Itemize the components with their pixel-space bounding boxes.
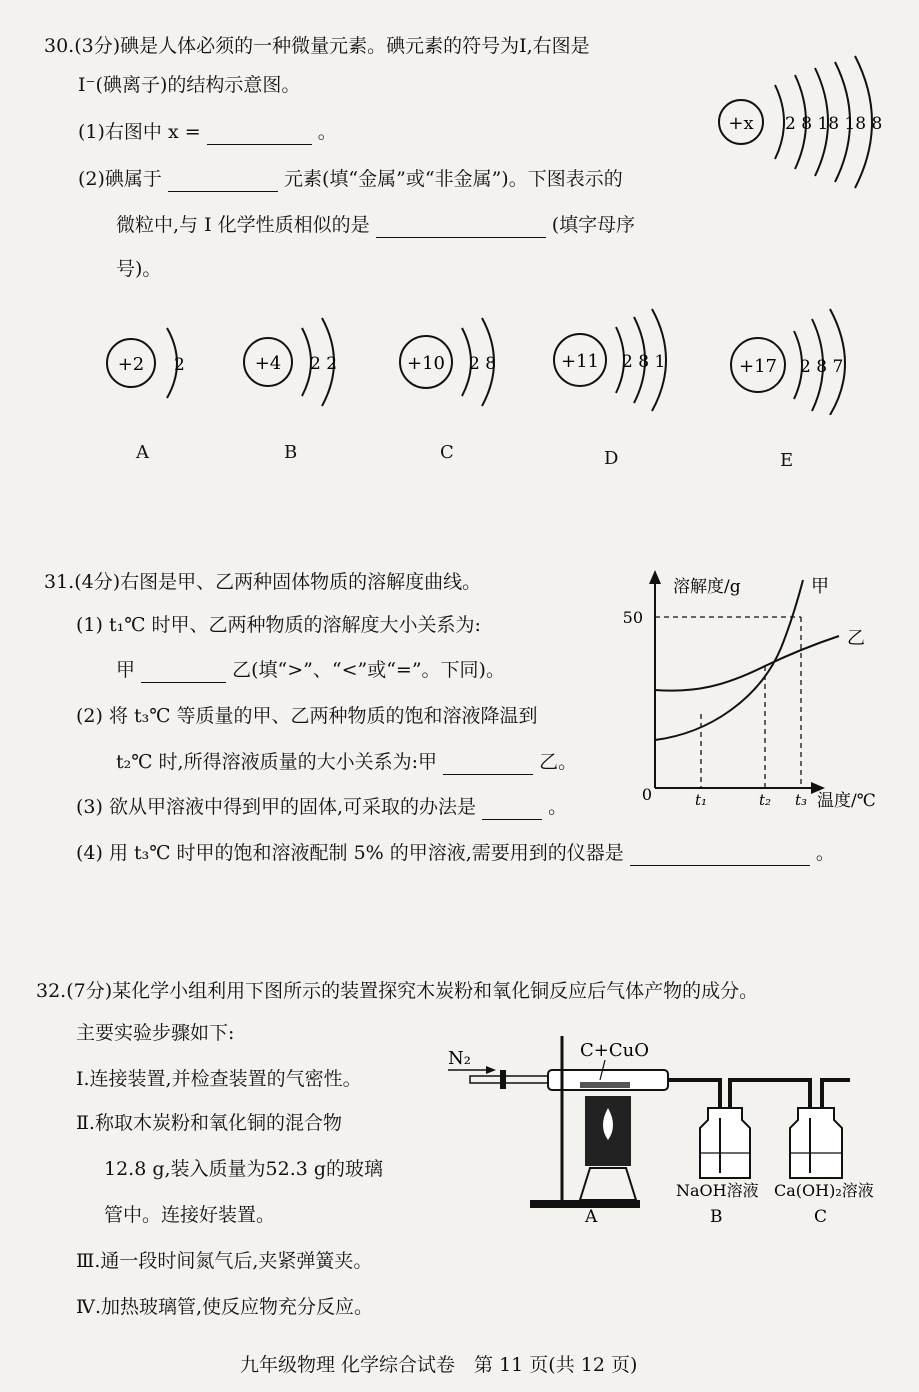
particle-d-label: D [604, 448, 619, 469]
answer-blank-similar-particle[interactable] [376, 215, 546, 238]
spring-clip[interactable] [500, 1070, 506, 1089]
q32-step2c: 管中。连接好装置。 [104, 1204, 276, 1226]
curve-yi [655, 636, 839, 691]
q31-sub2: (2) 将 t₃℃ 等质量的甲、乙两种物质的饱和溶液降温到 [76, 705, 538, 727]
q30-sub2-line3: 号)。 [116, 258, 162, 280]
origin-label: 0 [641, 785, 653, 804]
q31-sub2b-suffix: 乙。 [539, 751, 578, 773]
x-tick-t3: t₃ [794, 791, 808, 809]
apparatus-b-label: B [710, 1207, 723, 1227]
particle-a-label: A [136, 442, 149, 463]
particle-e-shells: 2 8 7 [800, 357, 844, 377]
series-yi-label: 乙 [847, 628, 865, 649]
n2-arrow-head [486, 1066, 496, 1074]
q30-sub1 [78, 119, 337, 145]
particle-b [232, 312, 372, 412]
q31-sub1b-suffix: 乙(填“>”、“<”或“=”。下同)。 [232, 659, 505, 681]
particle-e-label: E [780, 450, 794, 471]
reagent-label: C+CuO [580, 1040, 649, 1061]
q32-step2a: Ⅱ.称取木炭粉和氧化铜的混合物 [76, 1112, 342, 1134]
q31-sub3-suffix: 。 [548, 796, 568, 818]
bottle-b [700, 1108, 750, 1178]
particle-a-shells: 2 [174, 355, 185, 375]
iodide-nucleus: +x [728, 113, 754, 134]
particle-a-nucleus: +2 [117, 354, 145, 375]
answer-blank-x[interactable] [207, 122, 312, 145]
y-tick-50: 50 [622, 608, 643, 627]
inlet-tube [470, 1076, 560, 1083]
answer-blank-t1-compare[interactable] [141, 660, 226, 683]
apparatus-diagram [430, 1028, 900, 1228]
q31-sub1b-prefix: 甲 [116, 659, 136, 681]
q32-line2: 主要实验步骤如下: [76, 1022, 235, 1044]
particle-d [542, 305, 692, 415]
particle-c [388, 312, 528, 412]
q31-sub4-prefix: (4) 用 t₃℃ 时甲的饱和溶液配制 5% 的甲溶液,需要用到的仪器是 [76, 842, 624, 864]
solubility-chart [615, 568, 895, 818]
q30-sub1-prefix: (1)右图中 x = [78, 121, 201, 143]
iodide-shells: 2 8 18 18 8 [785, 114, 883, 134]
x-tick-t2: t₂ [758, 791, 772, 809]
particle-d-nucleus: +11 [561, 351, 599, 372]
answer-blank-instruments[interactable] [630, 843, 810, 866]
q31-sub2b-prefix: t₂℃ 时,所得溶液质量的大小关系为:甲 [116, 751, 437, 773]
answer-blank-element-type[interactable] [168, 169, 278, 192]
q31-sub1b [116, 657, 505, 683]
q32-step4: Ⅳ.加热玻璃管,使反应物充分反应。 [76, 1296, 374, 1318]
q32-step3: Ⅲ.通一段时间氮气后,夹紧弹簧夹。 [76, 1250, 373, 1272]
y-axis-arrow [649, 570, 661, 584]
q31-sub2b [116, 749, 577, 775]
bottle-c [790, 1108, 842, 1178]
q32-line1: 32.(7分)某化学小组利用下图所示的装置探究木炭粉和氧化铜反应后气体产物的成分。 [36, 980, 759, 1002]
q30-sub1-suffix: 。 [317, 121, 337, 143]
particle-e [722, 305, 872, 415]
particle-d-shells: 2 8 1 [622, 352, 666, 372]
q30-sub2-line2 [116, 212, 635, 238]
q31-sub3-prefix: (3) 欲从甲溶液中得到甲的固体,可采取的办法是 [76, 796, 476, 818]
reagent-powder [580, 1082, 630, 1088]
q31-sub3 [76, 794, 567, 820]
particle-b-nucleus: +4 [254, 353, 282, 374]
page-footer: 九年级物理 化学综合试卷 第 11 页(共 12 页) [240, 1354, 638, 1376]
particle-c-label: C [440, 442, 454, 463]
answer-blank-solution-mass[interactable] [443, 752, 533, 775]
particle-a [95, 318, 215, 408]
q30-sub2-prefix: (2)碘属于 [78, 168, 162, 190]
q30-sub2 [78, 166, 623, 192]
series-jia-label: 甲 [811, 576, 829, 597]
bottle-c-reagent: Ca(OH)₂溶液 [774, 1181, 874, 1200]
q30-sub2-line2-suffix: (填字母序 [551, 214, 636, 236]
apparatus-c-label: C [814, 1207, 828, 1227]
q30-sub2-line2-prefix: 微粒中,与 I 化学性质相似的是 [116, 214, 370, 236]
particle-c-nucleus: +10 [407, 353, 445, 374]
answer-blank-crystallize-method[interactable] [482, 797, 542, 820]
q32-step2b: 12.8 g,装入质量为52.3 g的玻璃 [104, 1158, 384, 1180]
curve-jia [655, 580, 803, 740]
particle-b-label: B [284, 442, 298, 463]
bottle-b-reagent: NaOH溶液 [676, 1181, 759, 1200]
q31-sub4 [76, 840, 835, 866]
particle-b-shells: 2 2 [310, 354, 338, 374]
q30-line1: 30.(3分)碘是人体必须的一种微量元素。碘元素的符号为I,右图是 [44, 35, 590, 57]
q30-line2: I⁻(碘离子)的结构示意图。 [78, 74, 301, 96]
nitrogen-label: N₂ [448, 1048, 471, 1069]
particle-e-nucleus: +17 [739, 356, 777, 377]
x-axis-label: 温度/℃ [817, 791, 876, 811]
q31-sub1: (1) t₁℃ 时甲、乙两种物质的溶解度大小关系为: [76, 614, 481, 636]
particle-c-shells: 2 8 [469, 354, 497, 374]
x-tick-t1: t₁ [694, 791, 708, 809]
q30-sub2-mid: 元素(填“金属”或“非金属”)。下图表示的 [284, 168, 623, 190]
q31-line1: 31.(4分)右图是甲、乙两种固体物质的溶解度曲线。 [44, 571, 482, 593]
q32-step1: Ⅰ.连接装置,并检查装置的气密性。 [76, 1068, 362, 1090]
alcohol-lamp [580, 1168, 636, 1200]
iodide-structure-diagram [705, 50, 905, 190]
q31-sub4-suffix: 。 [815, 842, 835, 864]
y-axis-label: 溶解度/g [673, 577, 741, 597]
apparatus-a-label: A [585, 1207, 598, 1227]
